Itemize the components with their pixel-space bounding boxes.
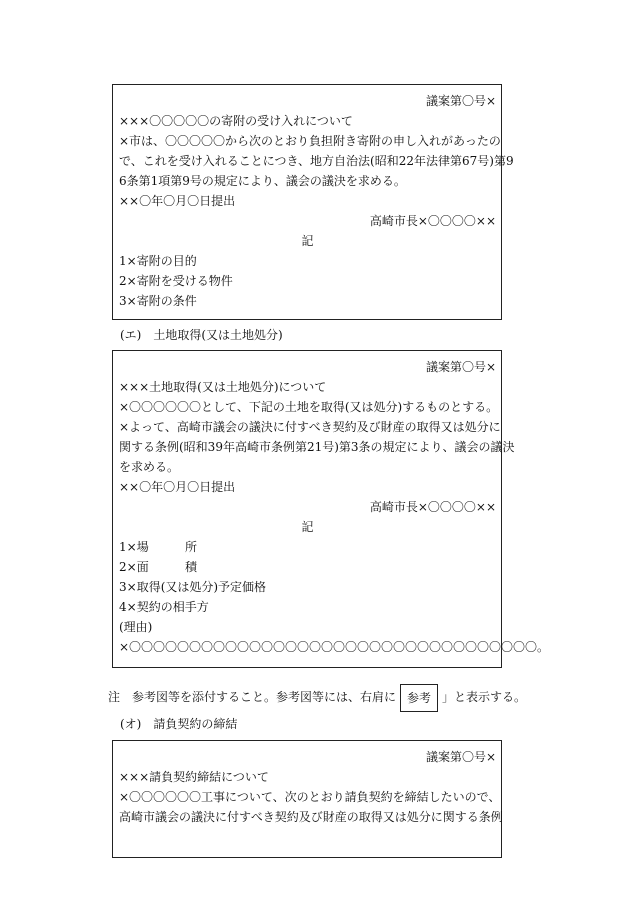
bill-number: 議案第〇号× xyxy=(425,750,496,764)
mayor-signature: 高崎市長×〇〇〇〇×× xyxy=(369,500,496,514)
item-value: 積 xyxy=(185,560,198,574)
bill-number: 議案第〇号× xyxy=(425,360,496,374)
item-label: 1×場 xyxy=(119,540,149,554)
reference-box: 参考 xyxy=(400,684,438,712)
bill-body-line: ×よって、高崎市議会の議決に付すべき契約及び財産の取得又は処分に xyxy=(119,420,501,434)
bill-number: 議案第〇号× xyxy=(425,94,496,108)
list-item xyxy=(119,557,496,577)
bill-body-line: ×〇〇〇〇〇〇として、下記の土地を取得(又は処分)するものとする。 xyxy=(119,400,499,414)
section-heading-land: (エ) 土地取得(又は土地処分) xyxy=(120,328,283,342)
ki-label: 記 xyxy=(301,234,314,248)
section-heading-contract: (オ) 請負契約の締結 xyxy=(120,717,238,731)
bill-title: ×××〇〇〇〇〇の寄附の受け入れについて xyxy=(119,114,353,128)
bill-title: ×××土地取得(又は土地処分)について xyxy=(119,380,327,394)
bill-title: ×××請負契約締結について xyxy=(119,770,269,784)
bill-body-line: ×市は、〇〇〇〇〇から次のとおり負担附き寄附の申し入れがあったの xyxy=(119,134,501,148)
bill-body-line: で、これを受け入れることにつき、地方自治法(昭和22年法律第67号)第9 xyxy=(119,154,514,168)
bill-body-line: 高崎市議会の議決に付すべき契約及び財産の取得又は処分に関する条例 xyxy=(119,810,503,824)
bill-body-line: 6条第1項第9号の規定により、議会の議決を求める。 xyxy=(119,174,406,188)
item-value: 所 xyxy=(185,540,198,554)
submission-date: ××〇年〇月〇日提出 xyxy=(119,194,236,208)
bill-body-line: ×〇〇〇〇〇〇工事について、次のとおり請負契約を締結したいので、 xyxy=(119,790,501,804)
note-suffix: 」と表示する。 xyxy=(442,690,527,704)
list-item: 3×寄附の条件 xyxy=(119,294,197,308)
item-label: 2×面 xyxy=(119,560,149,574)
reason-text: ×〇〇〇〇〇〇〇〇〇〇〇〇〇〇〇〇〇〇〇〇〇〇〇〇〇〇〇〇〇〇〇〇〇〇。 xyxy=(119,640,550,654)
list-item xyxy=(119,537,496,557)
list-item: 2×寄附を受ける物件 xyxy=(119,274,233,288)
list-item: 1×寄附の目的 xyxy=(119,254,197,268)
bill-box-contract xyxy=(112,740,502,858)
note-line xyxy=(108,680,526,714)
list-item: 4×契約の相手方 xyxy=(119,600,209,614)
bill-body-line: 関する条例(昭和39年高崎市条例第21号)第3条の規定により、議会の議決 xyxy=(119,440,515,454)
reason-label: (理由) xyxy=(119,620,153,634)
bill-box-land xyxy=(112,350,550,668)
list-item: 3×取得(又は処分)予定価格 xyxy=(119,580,267,594)
submission-date: ××〇年〇月〇日提出 xyxy=(119,480,236,494)
mayor-signature: 高崎市長×〇〇〇〇×× xyxy=(369,214,496,228)
ki-label: 記 xyxy=(301,520,314,534)
bill-body-line: を求める。 xyxy=(119,460,180,474)
bill-box-donation xyxy=(112,84,514,320)
note-prefix: 注 参考図等を添付すること。参考図等には、右肩に xyxy=(108,690,397,704)
